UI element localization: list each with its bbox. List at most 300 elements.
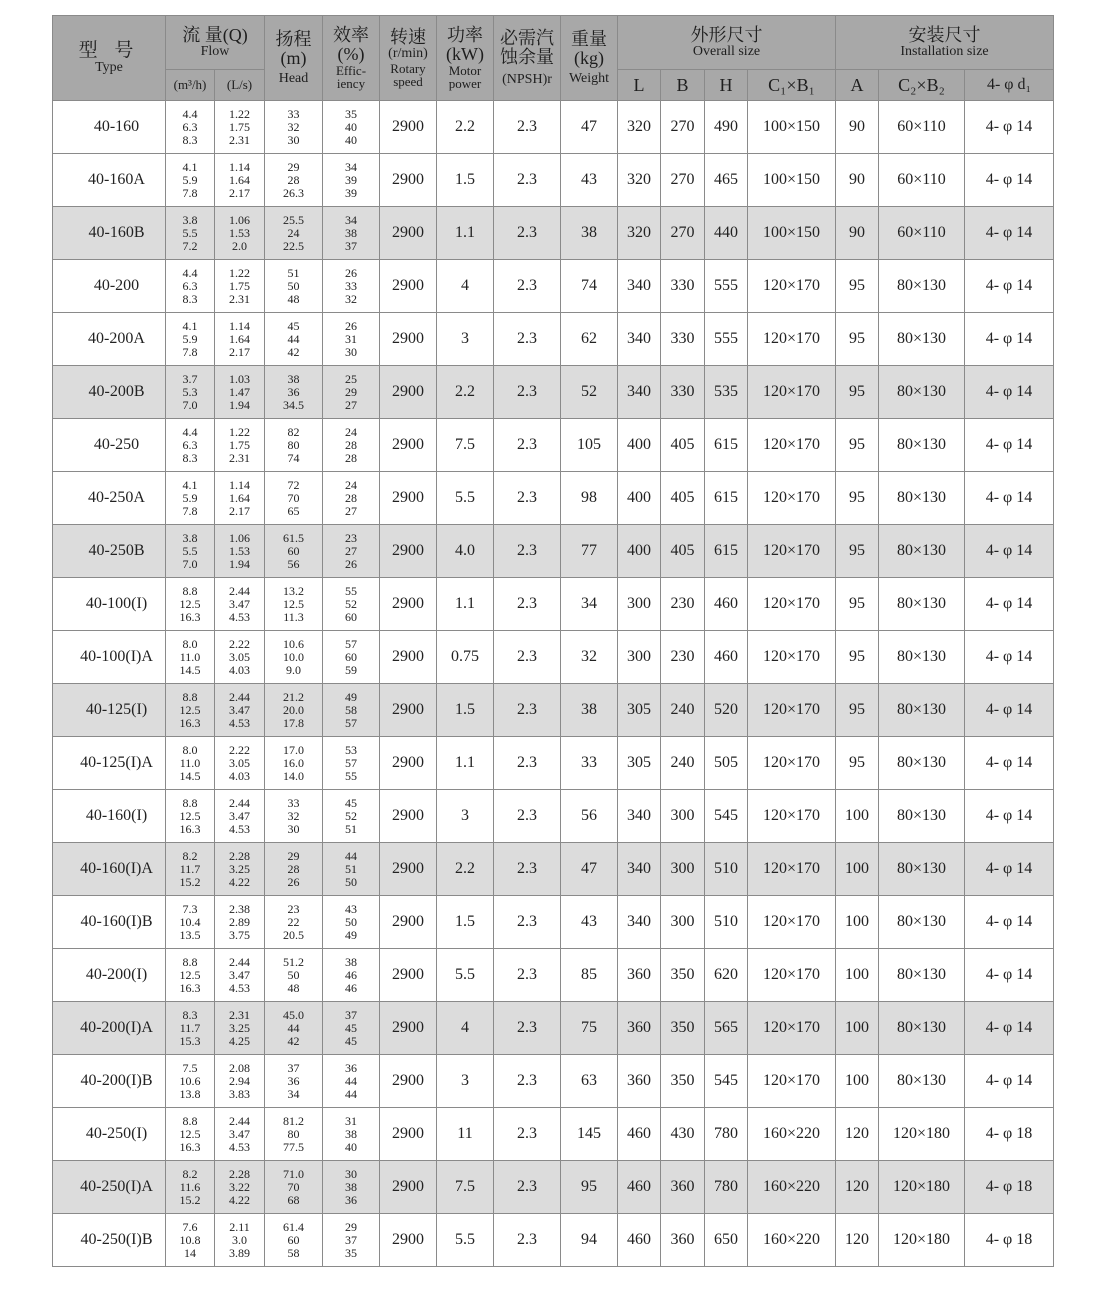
l-cell: 305	[618, 737, 661, 790]
efficiency-cell	[323, 525, 380, 578]
head-cell	[265, 896, 323, 949]
head-cell-value: 45	[287, 318, 300, 333]
flow-ls-cell	[215, 737, 265, 790]
flow-m3h-cell-value: 16.3	[179, 1139, 201, 1154]
flow-m3h-cell	[166, 313, 215, 366]
head-cell-value: 65	[287, 503, 300, 518]
efficiency-cell	[323, 1161, 380, 1214]
efficiency-cell-value: 52	[345, 808, 357, 823]
npsh-cell: 2.3	[494, 1214, 561, 1267]
efficiency-cell-value: 34	[345, 212, 357, 227]
weight-cell: 43	[561, 154, 618, 207]
flow-ls-cell-value: 2.31	[229, 291, 250, 306]
flow-ls-cell	[215, 631, 265, 684]
flow-m3h-cell-value: 11.6	[179, 1179, 201, 1194]
h-cell: 490	[705, 101, 748, 154]
flow-ls-cell-value: 2.17	[229, 344, 250, 359]
col-b-header: B	[661, 70, 705, 101]
weight-cell: 33	[561, 737, 618, 790]
head-cell-value: 42	[287, 1033, 300, 1048]
flow-ls-cell-value: 1.53	[229, 225, 250, 240]
bolt-hole-cell: 4- φ 14	[965, 578, 1054, 631]
col-c2b2-header: C₂×B₂	[879, 70, 965, 101]
flow-ls-cell-value: 3.83	[229, 1086, 250, 1101]
flow-ls-cell-value: 2.31	[229, 132, 250, 147]
flow-ls-cell-value: 2.44	[229, 583, 250, 598]
flow-ls-cell	[215, 790, 265, 843]
head-cell-value: 72	[287, 477, 300, 492]
efficiency-cell-value: 38	[345, 954, 357, 969]
flow-m3h-cell-value: 7.0	[182, 397, 198, 412]
speed-cell: 2900	[380, 578, 437, 631]
speed-cell: 2900	[380, 1055, 437, 1108]
flow-m3h-cell	[166, 896, 215, 949]
l-cell: 320	[618, 154, 661, 207]
flow-m3h-cell-value: 3.7	[182, 371, 198, 386]
c1b1-cell: 160×220	[748, 1161, 836, 1214]
power-cell: 4.0	[437, 525, 494, 578]
npsh-cell: 2.3	[494, 896, 561, 949]
speed-cell: 2900	[380, 260, 437, 313]
flow-m3h-cell-value: 8.8	[182, 954, 198, 969]
pump-spec-table	[52, 15, 1054, 1267]
h-cell: 780	[705, 1108, 748, 1161]
a-cell: 95	[836, 472, 879, 525]
npsh-cell: 2.3	[494, 843, 561, 896]
col-h-header: H	[705, 70, 748, 101]
h-cell: 555	[705, 313, 748, 366]
table-row	[53, 578, 1054, 631]
speed-cell: 2900	[380, 525, 437, 578]
efficiency-cell-value: 37	[345, 1232, 357, 1247]
flow-m3h-cell-value: 5.3	[182, 384, 198, 399]
speed-header: 转速 (r/min) Rotary speed	[380, 16, 437, 101]
head-cell-value: 22.5	[283, 238, 304, 253]
flow-m3h-cell-value: 16.3	[179, 821, 201, 836]
speed-cell: 2900	[380, 154, 437, 207]
speed-cell: 2900	[380, 419, 437, 472]
l-cell: 460	[618, 1161, 661, 1214]
flow-m3h-cell-value: 12.5	[179, 596, 201, 611]
type-cell: 40-200B	[53, 366, 166, 419]
head-cell-value: 48	[287, 291, 300, 306]
npsh-cell: 2.3	[494, 419, 561, 472]
efficiency-cell-value: 53	[345, 742, 357, 757]
flow-ls-cell	[215, 1108, 265, 1161]
flow-m3h-cell-value: 8.8	[182, 689, 198, 704]
power-header: 功率 (kW) Motor power	[437, 16, 494, 101]
head-cell-value: 11.3	[283, 609, 304, 624]
flow-m3h-cell-value: 10.4	[179, 914, 201, 929]
flow-ls-cell	[215, 154, 265, 207]
npsh-cell: 2.3	[494, 154, 561, 207]
efficiency-cell-value: 57	[345, 755, 357, 770]
efficiency-cell	[323, 1108, 380, 1161]
head-cell-value: 29	[287, 159, 300, 174]
efficiency-cell-value: 34	[345, 159, 357, 174]
l-cell: 460	[618, 1214, 661, 1267]
flow-ls-cell	[215, 949, 265, 1002]
speed-cell: 2900	[380, 101, 437, 154]
b-cell: 430	[661, 1108, 705, 1161]
type-cell: 40-200(I)	[53, 949, 166, 1002]
efficiency-cell-value: 29	[345, 1219, 357, 1234]
speed-cell: 2900	[380, 207, 437, 260]
weight-cell: 98	[561, 472, 618, 525]
c2b2-cell: 80×130	[879, 790, 965, 843]
flow-m3h-cell-value: 6.3	[182, 437, 198, 452]
head-cell-value: 77.5	[283, 1139, 304, 1154]
l-cell: 320	[618, 101, 661, 154]
type-header: 型 号 Type	[53, 16, 166, 101]
c1b1-cell: 120×170	[748, 737, 836, 790]
flow-m3h-cell-value: 8.0	[182, 636, 198, 651]
flow-m3h-cell-value: 16.3	[179, 715, 201, 730]
weight-cell: 105	[561, 419, 618, 472]
efficiency-cell	[323, 684, 380, 737]
power-cell: 1.5	[437, 684, 494, 737]
weight-cell: 47	[561, 843, 618, 896]
power-cell: 5.5	[437, 472, 494, 525]
flow-m3h-cell-value: 8.2	[182, 848, 198, 863]
flow-ls-cell	[215, 313, 265, 366]
weight-cell: 85	[561, 949, 618, 1002]
flow-ls-cell-value: 2.17	[229, 503, 250, 518]
table-row	[53, 154, 1054, 207]
flow-ls-cell-value: 1.22	[229, 265, 250, 280]
a-cell: 95	[836, 631, 879, 684]
flow-m3h-cell-value: 14	[184, 1245, 196, 1260]
head-cell-value: 74	[287, 450, 300, 465]
flow-m3h-cell	[166, 737, 215, 790]
speed-cell: 2900	[380, 790, 437, 843]
flow-m3h-cell-value: 6.3	[182, 119, 198, 134]
flow-m3h-cell-value: 3.8	[182, 212, 198, 227]
b-cell: 300	[661, 790, 705, 843]
b-cell: 230	[661, 578, 705, 631]
efficiency-cell-value: 38	[345, 1126, 357, 1141]
head-cell-value: 26.3	[283, 185, 304, 200]
head-cell	[265, 1002, 323, 1055]
head-cell-value: 9.0	[286, 662, 301, 677]
npsh-cell: 2.3	[494, 790, 561, 843]
b-cell: 350	[661, 949, 705, 1002]
c2b2-cell: 80×130	[879, 843, 965, 896]
type-cell: 40-250	[53, 419, 166, 472]
efficiency-cell-value: 51	[345, 861, 357, 876]
flow-ls-cell-value: 1.14	[229, 318, 250, 333]
col-l-header: L	[618, 70, 661, 101]
type-cell: 40-250(I)B	[53, 1214, 166, 1267]
flow-m3h-cell	[166, 1161, 215, 1214]
efficiency-cell	[323, 790, 380, 843]
a-cell: 95	[836, 260, 879, 313]
efficiency-cell-value: 28	[345, 437, 357, 452]
flow-ls-cell-value: 3.89	[229, 1245, 250, 1260]
efficiency-cell	[323, 896, 380, 949]
speed-cell: 2900	[380, 1108, 437, 1161]
flow-ls-cell-value: 2.44	[229, 689, 250, 704]
head-cell-value: 48	[287, 980, 300, 995]
npsh-cell: 2.3	[494, 525, 561, 578]
head-cell-value: 36	[287, 1073, 300, 1088]
flow-m3h-cell	[166, 949, 215, 1002]
flow-m3h-cell-value: 7.5	[182, 1060, 198, 1075]
flow-ls-cell-value: 3.47	[229, 967, 250, 982]
flow-ls-cell-value: 1.64	[229, 490, 250, 505]
head-cell-value: 56	[287, 556, 300, 571]
table-row	[53, 260, 1054, 313]
efficiency-cell-value: 37	[345, 1007, 357, 1022]
head-cell-value: 32	[287, 119, 300, 134]
weight-cell: 47	[561, 101, 618, 154]
c2b2-cell: 80×130	[879, 949, 965, 1002]
table-row	[53, 525, 1054, 578]
head-cell-value: 60	[287, 1232, 300, 1247]
flow-ls-cell-value: 2.31	[229, 1007, 250, 1022]
efficiency-cell-value: 50	[345, 874, 357, 889]
head-cell	[265, 1214, 323, 1267]
c1b1-cell: 120×170	[748, 631, 836, 684]
power-cell: 1.1	[437, 578, 494, 631]
npsh-cell: 2.3	[494, 1002, 561, 1055]
bolt-hole-cell: 4- φ 14	[965, 313, 1054, 366]
head-cell-value: 20.0	[283, 702, 304, 717]
efficiency-cell-value: 50	[345, 914, 357, 929]
flow-m3h-cell-value: 4.1	[182, 159, 198, 174]
head-cell-value: 17.0	[283, 742, 304, 757]
h-cell: 545	[705, 1055, 748, 1108]
flow-ls-cell-value: 2.44	[229, 1113, 250, 1128]
efficiency-cell-value: 24	[345, 424, 357, 439]
efficiency-cell-value: 35	[345, 106, 357, 121]
head-cell	[265, 260, 323, 313]
a-cell: 120	[836, 1161, 879, 1214]
weight-cell: 43	[561, 896, 618, 949]
b-cell: 405	[661, 472, 705, 525]
head-cell	[265, 101, 323, 154]
h-cell: 615	[705, 525, 748, 578]
flow-ls-cell-value: 2.94	[229, 1073, 250, 1088]
head-cell	[265, 472, 323, 525]
flow-ls-cell-value: 2.38	[229, 901, 250, 916]
flow-ls-cell-value: 1.53	[229, 543, 250, 558]
weight-cell: 63	[561, 1055, 618, 1108]
efficiency-cell	[323, 843, 380, 896]
flow-ls-cell-value: 3.0	[232, 1232, 247, 1247]
a-cell: 100	[836, 843, 879, 896]
l-cell: 300	[618, 631, 661, 684]
efficiency-header: 效率 (%) Effic- iency	[323, 16, 380, 101]
h-cell: 615	[705, 472, 748, 525]
c1b1-cell: 100×150	[748, 154, 836, 207]
head-cell-value: 22	[287, 914, 300, 929]
table-row	[53, 949, 1054, 1002]
efficiency-cell-value: 60	[345, 649, 357, 664]
flow-m3h-cell-value: 7.6	[182, 1219, 198, 1234]
flow-ls-cell-value: 4.22	[229, 1192, 250, 1207]
c1b1-cell: 120×170	[748, 790, 836, 843]
flow-ls-cell-value: 4.22	[229, 874, 250, 889]
flow-m3h-cell-value: 15.2	[179, 1192, 201, 1207]
c2b2-cell: 60×110	[879, 207, 965, 260]
flow-m3h-cell	[166, 260, 215, 313]
flow-ls-cell-value: 3.47	[229, 702, 250, 717]
efficiency-cell-value: 46	[345, 980, 357, 995]
bolt-hole-cell: 4- φ 14	[965, 790, 1054, 843]
flow-ls-cell-value: 1.94	[229, 556, 250, 571]
a-cell: 100	[836, 1055, 879, 1108]
flow-m3h-cell-value: 16.3	[179, 609, 201, 624]
flow-m3h-cell	[166, 1002, 215, 1055]
efficiency-cell-value: 45	[345, 1020, 357, 1035]
flow-ls-cell-value: 2.0	[232, 238, 247, 253]
head-cell-value: 60	[287, 543, 300, 558]
table-row	[53, 737, 1054, 790]
speed-cell: 2900	[380, 1214, 437, 1267]
efficiency-cell-value: 26	[345, 265, 357, 280]
bolt-hole-cell: 4- φ 14	[965, 631, 1054, 684]
efficiency-cell-value: 49	[345, 927, 357, 942]
flow-m3h-cell-value: 15.2	[179, 874, 201, 889]
efficiency-cell-value: 27	[345, 397, 357, 412]
table-row	[53, 896, 1054, 949]
power-cell: 1.5	[437, 154, 494, 207]
b-cell: 230	[661, 631, 705, 684]
flow-ls-cell-value: 4.53	[229, 1139, 250, 1154]
flow-ls-cell	[215, 1055, 265, 1108]
c1b1-cell: 120×170	[748, 472, 836, 525]
npsh-cell: 2.3	[494, 1161, 561, 1214]
speed-cell: 2900	[380, 1002, 437, 1055]
head-cell-value: 10.0	[283, 649, 304, 664]
type-cell: 40-160	[53, 101, 166, 154]
npsh-cell: 2.3	[494, 207, 561, 260]
flow-m3h-cell-value: 10.8	[179, 1232, 201, 1247]
flow-ls-cell-value: 1.22	[229, 424, 250, 439]
power-cell: 2.2	[437, 366, 494, 419]
efficiency-cell-value: 46	[345, 967, 357, 982]
head-cell	[265, 366, 323, 419]
c1b1-cell: 120×170	[748, 313, 836, 366]
npsh-cell: 2.3	[494, 578, 561, 631]
efficiency-cell-value: 55	[345, 583, 357, 598]
b-cell: 330	[661, 313, 705, 366]
table-row	[53, 684, 1054, 737]
efficiency-cell-value: 26	[345, 556, 357, 571]
flow-ls-cell	[215, 472, 265, 525]
flow-m3h-cell-value: 14.5	[179, 768, 201, 783]
power-cell: 7.5	[437, 1161, 494, 1214]
c1b1-cell: 120×170	[748, 843, 836, 896]
efficiency-cell	[323, 154, 380, 207]
flow-m3h-cell-value: 13.8	[179, 1086, 201, 1101]
efficiency-cell-value: 40	[345, 132, 357, 147]
flow-ls-cell	[215, 366, 265, 419]
b-cell: 240	[661, 737, 705, 790]
b-cell: 270	[661, 101, 705, 154]
flow-ls-cell-value: 1.75	[229, 119, 250, 134]
flow-ls-cell	[215, 843, 265, 896]
flow-ls-cell-value: 4.53	[229, 715, 250, 730]
efficiency-cell-value: 23	[345, 530, 357, 545]
bolt-hole-cell: 4- φ 14	[965, 737, 1054, 790]
flow-ls-cell	[215, 578, 265, 631]
a-cell: 120	[836, 1214, 879, 1267]
table-row	[53, 366, 1054, 419]
flow-ls-cell	[215, 101, 265, 154]
c2b2-cell: 80×130	[879, 737, 965, 790]
flow-ls-cell-value: 3.05	[229, 649, 250, 664]
flow-ls-cell-value: 4.03	[229, 768, 250, 783]
npsh-cell: 2.3	[494, 366, 561, 419]
weight-cell: 38	[561, 207, 618, 260]
head-cell	[265, 1108, 323, 1161]
speed-cell: 2900	[380, 737, 437, 790]
bolt-hole-cell: 4- φ 14	[965, 949, 1054, 1002]
table-row	[53, 1108, 1054, 1161]
efficiency-cell-value: 25	[345, 371, 357, 386]
efficiency-cell-value: 38	[345, 1179, 357, 1194]
bolt-hole-cell: 4- φ 14	[965, 419, 1054, 472]
col-c1b1-header: C₁×B₁	[748, 70, 836, 101]
npsh-cell: 2.3	[494, 1055, 561, 1108]
head-cell-value: 17.8	[283, 715, 304, 730]
head-cell-value: 16.0	[283, 755, 304, 770]
col-d-header: 4- φ d₁	[965, 70, 1054, 101]
weight-cell: 38	[561, 684, 618, 737]
efficiency-cell-value: 51	[345, 821, 357, 836]
h-cell: 620	[705, 949, 748, 1002]
bolt-hole-cell: 4- φ 14	[965, 1055, 1054, 1108]
speed-cell: 2900	[380, 1161, 437, 1214]
head-cell-value: 81.2	[283, 1113, 304, 1128]
c1b1-cell: 120×170	[748, 260, 836, 313]
h-cell: 555	[705, 260, 748, 313]
flow-ls-header: (L/s)	[215, 70, 265, 101]
flow-m3h-cell-value: 12.5	[179, 1126, 201, 1141]
power-cell: 4	[437, 1002, 494, 1055]
table-row	[53, 631, 1054, 684]
c2b2-cell: 80×130	[879, 313, 965, 366]
flow-ls-cell-value: 2.17	[229, 185, 250, 200]
efficiency-cell-value: 37	[345, 238, 357, 253]
flow-ls-cell-value: 3.47	[229, 596, 250, 611]
a-cell: 95	[836, 419, 879, 472]
c2b2-cell: 80×130	[879, 578, 965, 631]
c2b2-cell: 80×130	[879, 684, 965, 737]
efficiency-cell-value: 59	[345, 662, 357, 677]
efficiency-cell-value: 43	[345, 901, 357, 916]
head-cell-value: 28	[287, 172, 300, 187]
l-cell: 340	[618, 313, 661, 366]
flow-ls-cell-value: 3.47	[229, 808, 250, 823]
head-cell-value: 14.0	[283, 768, 304, 783]
flow-ls-cell-value: 1.94	[229, 397, 250, 412]
type-cell: 40-200	[53, 260, 166, 313]
weight-cell: 95	[561, 1161, 618, 1214]
head-cell	[265, 1161, 323, 1214]
power-cell: 3	[437, 1055, 494, 1108]
weight-cell: 52	[561, 366, 618, 419]
flow-m3h-cell-value: 11.0	[179, 649, 201, 664]
flow-m3h-cell-value: 12.5	[179, 702, 201, 717]
efficiency-cell-value: 26	[345, 318, 357, 333]
efficiency-cell	[323, 366, 380, 419]
head-cell-value: 70	[287, 1179, 300, 1194]
efficiency-cell-value: 27	[345, 543, 357, 558]
flow-m3h-cell-value: 4.1	[182, 477, 198, 492]
